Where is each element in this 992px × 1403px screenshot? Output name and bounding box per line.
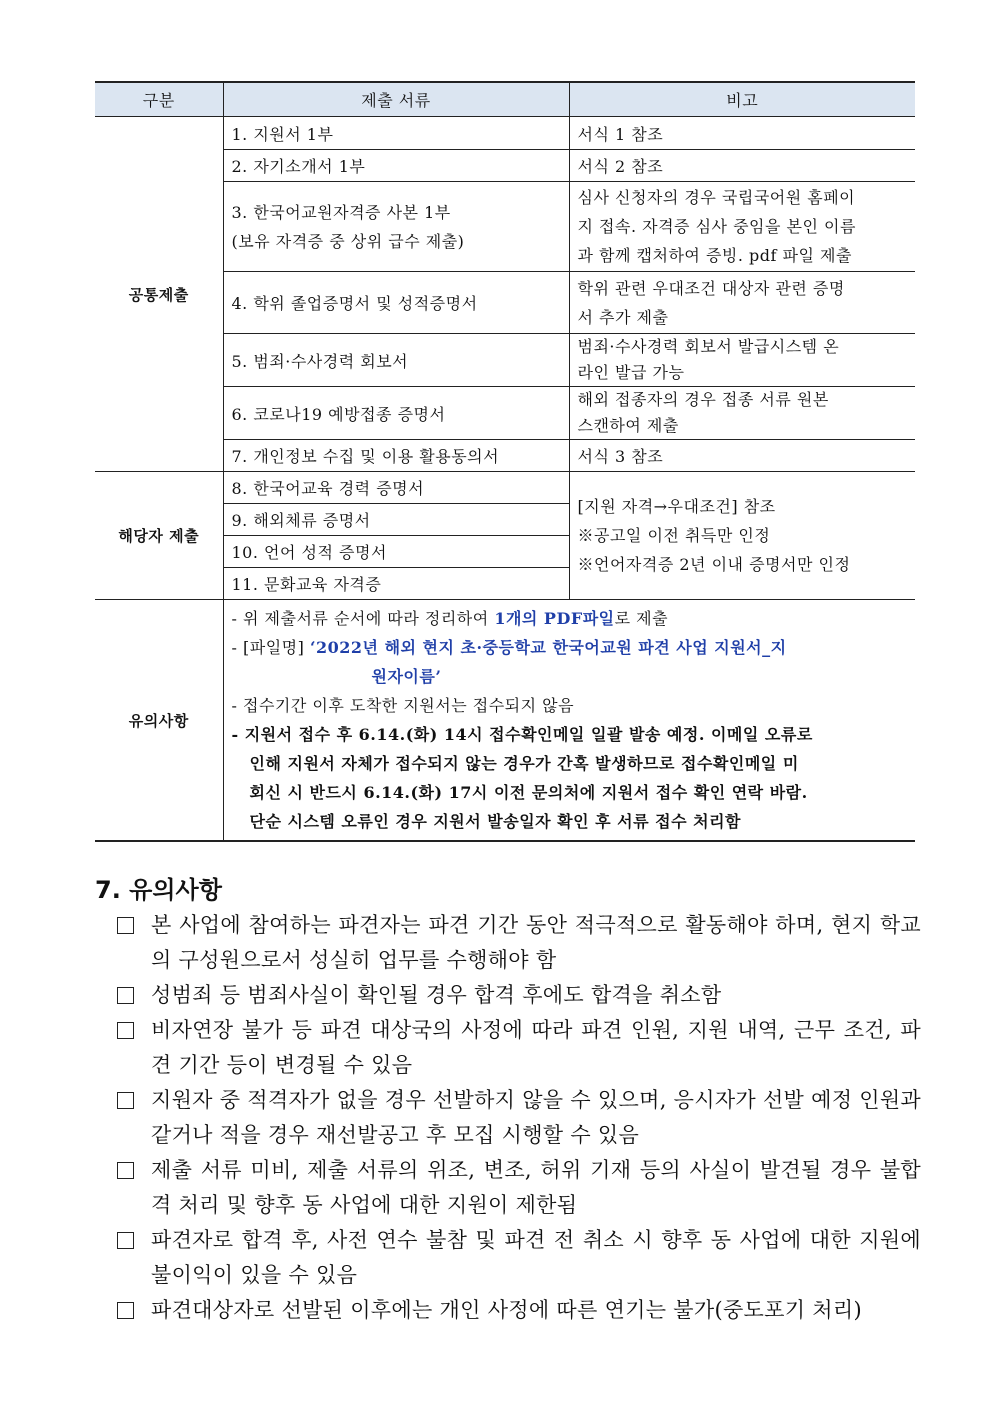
doc-text: 2. 자기소개서 1부 [231,157,366,176]
note-text: [지원 자격→우대조건] 참조 [577,497,776,516]
note-text: 해외 접종자의 경우 접종 서류 원본 [577,390,829,409]
doc-text: 8. 한국어교육 경력 증명서 [231,479,425,498]
note-text: ※공고일 이전 취득만 인정 [577,526,771,545]
doc-text: 7. 개인정보 수집 및 이용 활용동의서 [231,447,500,466]
note-text: 학위 관련 우대조건 대상자 관련 증명 [577,278,845,298]
filename-emphasis: ‘2022년 해외 현지 초·중등학교 한국어교원 파견 사업 지원서_지 [309,638,787,657]
note-cell [569,117,915,150]
table-header-row [95,82,915,117]
doc-cell [223,472,569,504]
header-remarks: 비고 [569,82,915,117]
caution-line-1: - 위 제출서류 순서에 따라 정리하여 1개의 PDF파일로 제출 [231,609,669,628]
header-documents: 제출 서류 [223,82,569,117]
section-title: 7. 유의사항 [95,876,222,904]
category-applicable: 해당자 제출 [95,472,223,600]
doc-cell [223,568,569,600]
note-cell [569,472,915,600]
note-cell [569,150,915,182]
category-common: 공통제출 [95,117,223,472]
doc-cell [223,334,569,387]
list-item: 지원자 중 적격자가 없을 경우 선발하지 않을 수 있으며, 응시자가 선발 예정 인원과 같거나 적을 경우 재선발공고 후 모집 시행할 수 있음 [115,1083,921,1153]
doc-text: (보유 자격증 중 상위 급수 제출) [231,231,465,251]
note-text: 서 추가 제출 [577,307,669,327]
doc-cell [223,504,569,536]
notice-list [115,908,921,1328]
doc-cell [223,440,569,472]
note-cell [569,334,915,387]
category-caution: 유의사항 [95,600,223,842]
note-text: 라인 발급 가능 [577,363,685,382]
doc-text: 9. 해외체류 증명서 [231,511,371,530]
list-item: 본 사업에 참여하는 파견자는 파견 기간 동안 적극적으로 활동해야 하며, 현지 학교의 구성원으로서 성실히 업무를 수행해야 함 [115,908,921,978]
doc-cell [223,536,569,568]
note-text: 과 함께 캡처하여 증빙. pdf 파일 제출 [577,246,852,265]
checkbox-square-icon [117,1022,134,1039]
caution-line-4: - 지원서 접수 후 6.14.(화) 14시 접수확인메일 일괄 발송 예정. 이메일 오류로 [231,725,813,744]
caution-line-2: - [파일명] ‘2022년 해외 현지 초·중등학교 한국어교원 파견 사업 지원서_지 [231,638,787,657]
note-cell [569,182,915,272]
caution-cell [223,600,915,842]
note-cell [569,440,915,472]
list-item: 파견대상자로 선발된 이후에는 개인 사정에 따른 연기는 불가(중도포기 처리) [115,1293,921,1328]
doc-cell [223,150,569,182]
doc-cell [223,387,569,440]
note-text: 서식 3 참조 [577,447,664,466]
doc-text: 4. 학위 졸업증명서 및 성적증명서 [231,294,478,313]
checkbox-square-icon [117,1092,134,1109]
checkbox-square-icon [117,1162,134,1179]
doc-cell [223,182,569,272]
doc-text: 6. 코로나19 예방접종 증명서 [231,404,446,424]
list-item: 제출 서류 미비, 제출 서류의 위조, 변조, 허위 기재 등의 사실이 발견될 경우 불합격 처리 및 향후 동 사업에 대한 지원이 제한됨 [115,1153,921,1223]
caution-line-4-cont: 회신 시 반드시 6.14.(화) 17시 이전 문의처에 지원서 접수 확인 연락 바람. [249,783,808,802]
doc-cell [223,117,569,150]
doc-text: 1. 지원서 1부 [231,124,334,144]
table-row [95,472,915,504]
pdf-file-emphasis: 1개의 PDF파일 [494,609,615,628]
note-text: 범죄·수사경력 회보서 발급시스템 온 [577,337,840,356]
note-text: 스캔하여 제출 [577,416,679,435]
doc-text: 11. 문화교육 자격증 [231,575,382,594]
table-row [95,600,915,842]
caution-line-3: - 접수기간 이후 도착한 지원서는 접수되지 않음 [231,696,575,715]
table-row [95,117,915,150]
caution-line-4-cont: 인해 지원서 자체가 접수되지 않는 경우가 간혹 발생하므로 접수확인메일 미 [249,754,799,773]
list-item: 성범죄 등 범죄사실이 확인될 경우 합격 후에도 합격을 취소함 [115,978,921,1013]
note-text: ※언어자격증 2년 이내 증명서만 인정 [577,555,851,574]
header-category: 구분 [95,82,223,117]
caution-line-4-cont: 단순 시스템 오류인 경우 지원서 발송일자 확인 후 서류 접수 처리함 [249,812,742,831]
note-cell [569,387,915,440]
doc-cell [223,272,569,334]
submission-documents-table [95,81,915,842]
list-item: 비자연장 불가 등 파견 대상국의 사정에 따라 파견 인원, 지원 내역, 근무 조건, 파견 기간 등이 변경될 수 있음 [115,1013,921,1083]
checkbox-square-icon [117,917,134,934]
doc-text: 5. 범죄·수사경력 회보서 [231,351,409,371]
note-text: 서식 2 참조 [577,157,664,176]
doc-text: 10. 언어 성적 증명서 [231,543,387,562]
checkbox-square-icon [117,1302,134,1319]
note-text: 서식 1 참조 [577,124,664,144]
note-cell [569,272,915,334]
checkbox-square-icon [117,1232,134,1249]
note-text: 지 접속. 자격증 심사 중임을 본인 이름 [577,217,856,236]
filename-emphasis-cont: 원자이름’ [371,667,442,686]
checkbox-square-icon [117,987,134,1004]
doc-text: 3. 한국어교원자격증 사본 1부 [231,202,451,222]
note-text: 심사 신청자의 경우 국립국어원 홈페이 [577,188,856,207]
list-item: 파견자로 합격 후, 사전 연수 불참 및 파견 전 취소 시 향후 동 사업에 대한 지원에 불이익이 있을 수 있음 [115,1223,921,1293]
